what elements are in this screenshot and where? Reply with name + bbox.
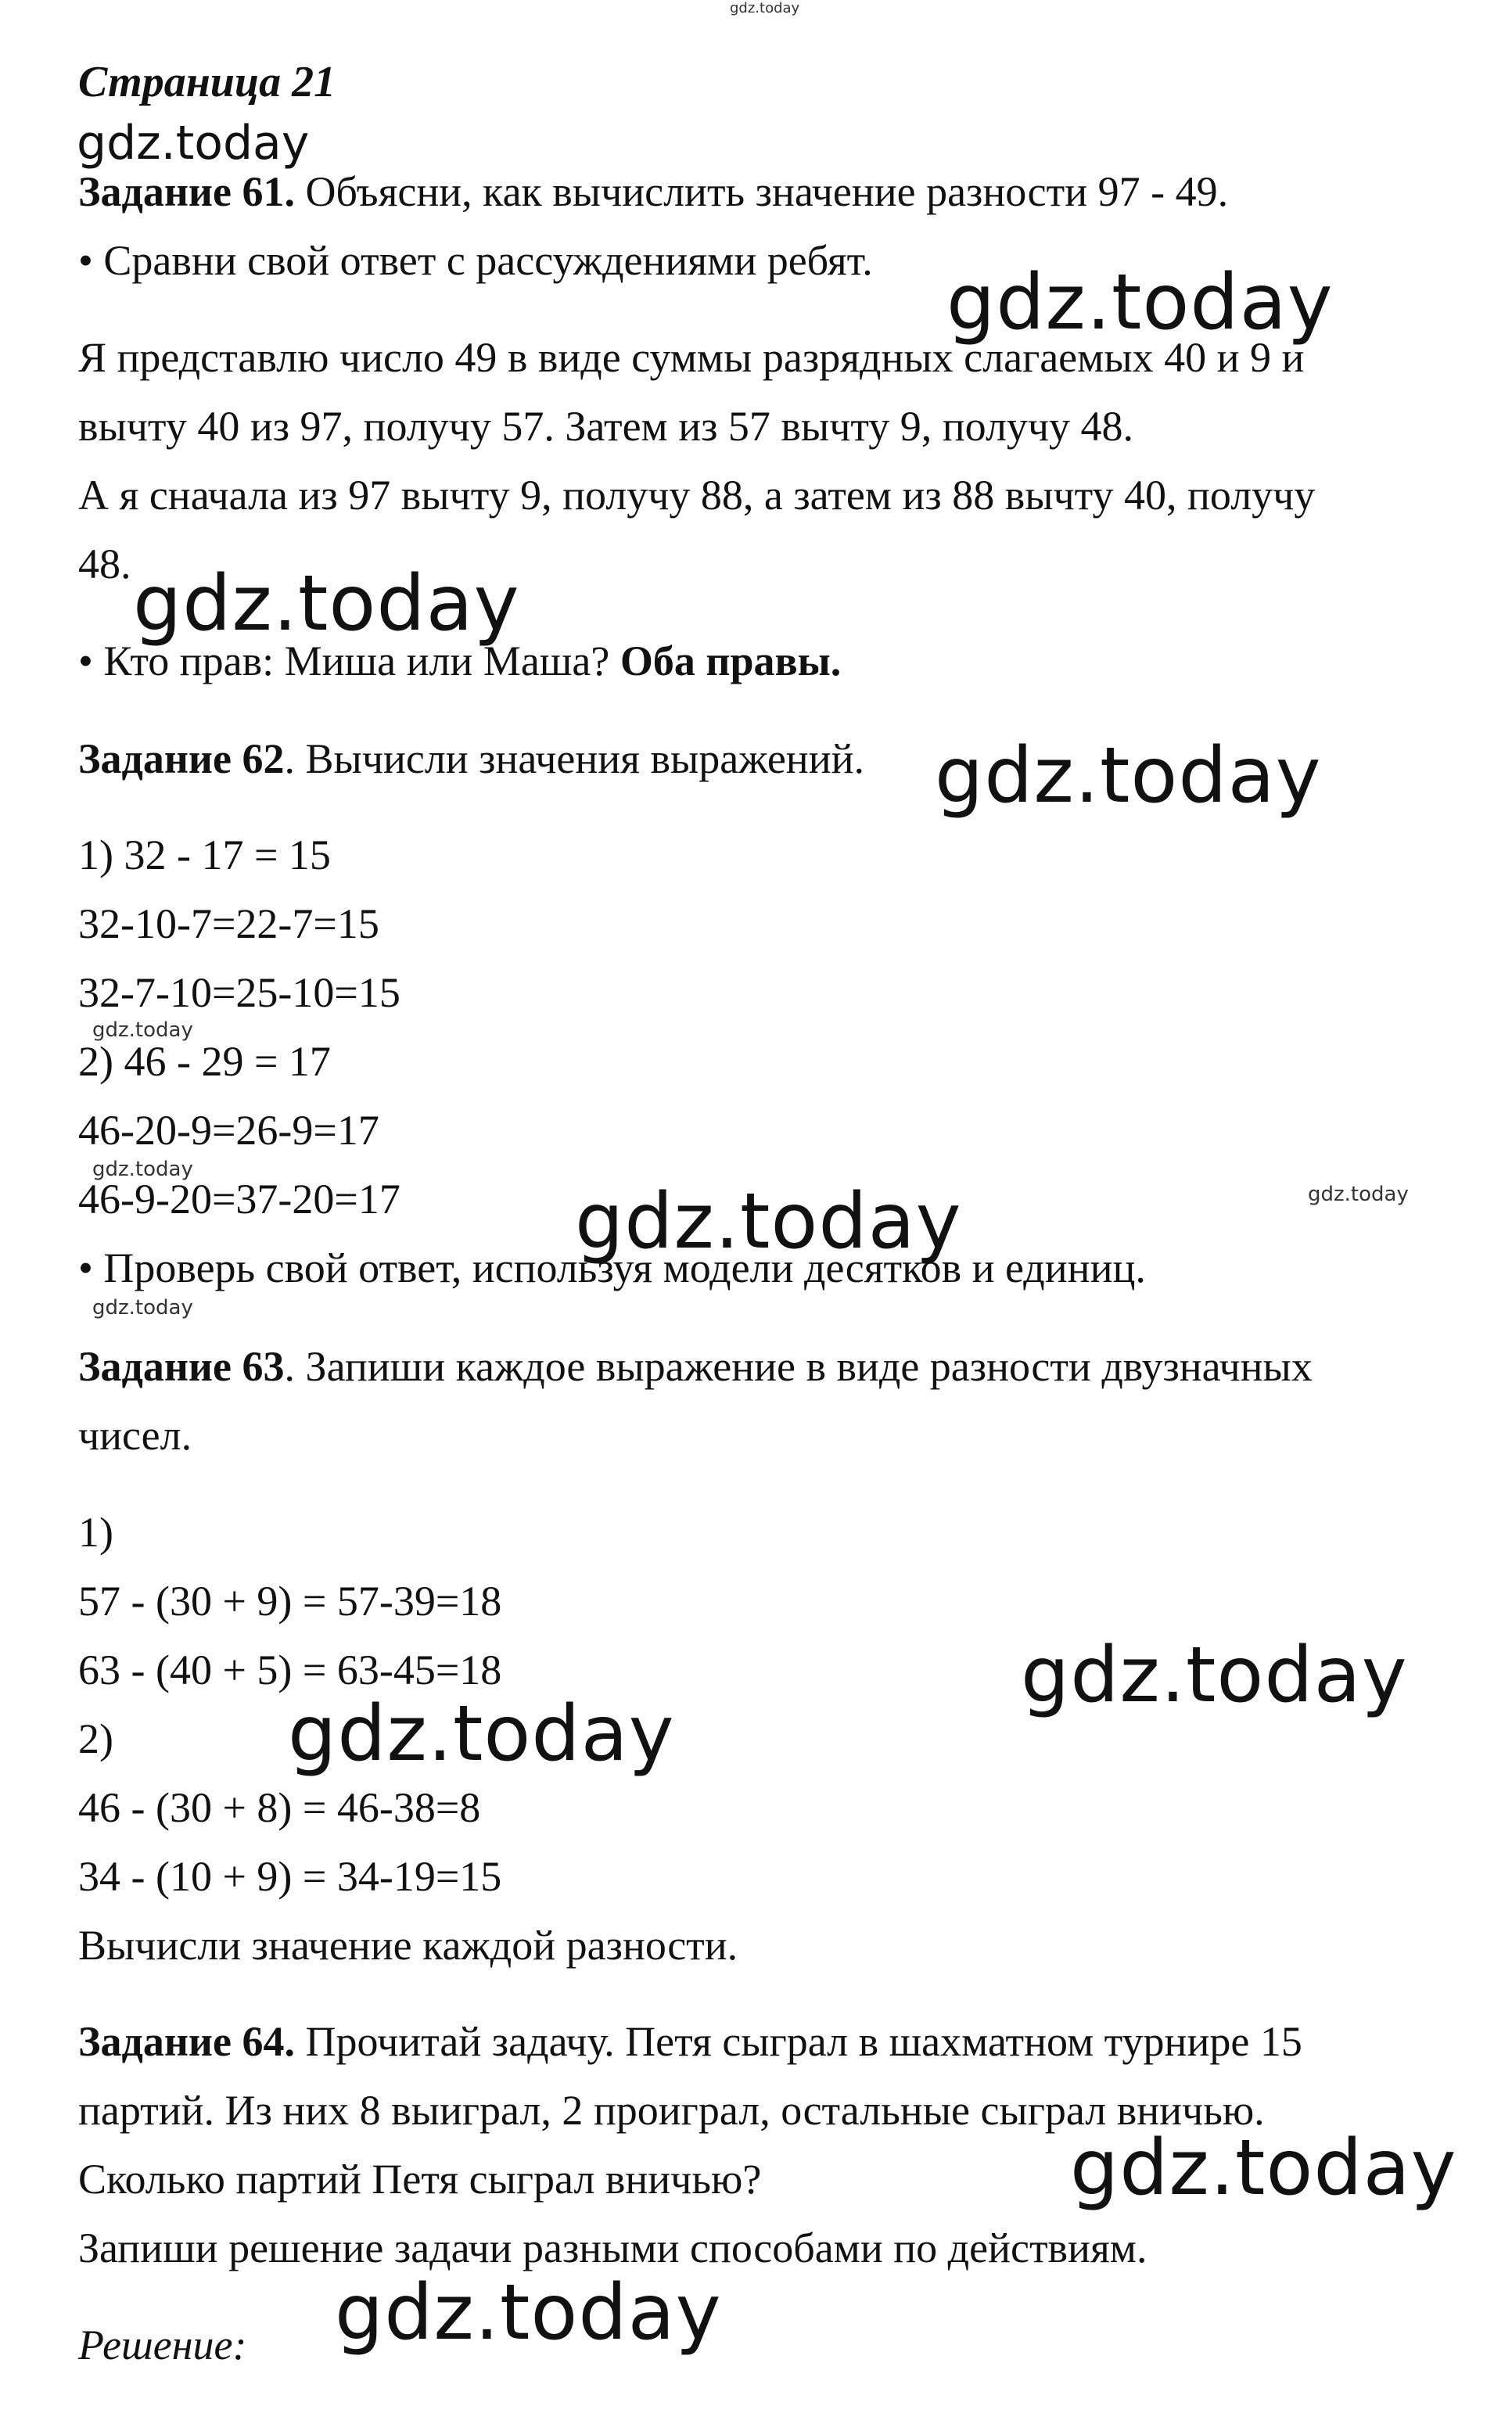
task61-label: Задание 61. bbox=[78, 168, 296, 215]
task63-line: 34 - (10 + 9) = 34-19=15 bbox=[78, 1853, 502, 1900]
watermark-small-1: gdz.today bbox=[92, 1018, 193, 1042]
task63-label: Задание 63 bbox=[78, 1343, 285, 1390]
watermark-2: gdz.today bbox=[133, 559, 520, 648]
watermark-1: gdz.today bbox=[946, 258, 1334, 347]
task61-question bbox=[78, 637, 841, 684]
task62-line: 46-20-9=26-9=17 bbox=[78, 1107, 379, 1154]
task64-text-line3: Сколько партий Петя сыграл вничью? bbox=[78, 2156, 762, 2203]
task62-bullet: • Проверь свой ответ, используя модели десятков и единиц. bbox=[78, 1244, 1146, 1291]
task61-text: Объясни, как вычислить значение разности 97 - 49. bbox=[295, 168, 1229, 215]
task61-answer: Оба правы. bbox=[620, 637, 842, 684]
task64-text: Прочитай задачу. Петя сыграл в шахматном турнире 15 bbox=[295, 2018, 1302, 2065]
task61-para1-line1: Я представлю число 49 в виде суммы разрядных слагаемых 40 и 9 и bbox=[78, 334, 1305, 381]
page-title: Страница 21 bbox=[78, 58, 336, 106]
task61-para2-line1: А я сначала из 97 вычту 9, получу 88, а затем из 88 вычту 40, получу bbox=[78, 472, 1316, 519]
watermark-header: gdz.today bbox=[77, 116, 310, 171]
watermark-top: gdz.today bbox=[730, 0, 800, 16]
task62-text: . Вычисли значения выражений. bbox=[284, 735, 864, 782]
task62-line: 1) 32 - 17 = 15 bbox=[78, 831, 331, 878]
watermark-small-4: gdz.today bbox=[92, 1296, 193, 1320]
watermark-3: gdz.today bbox=[935, 731, 1322, 821]
task62-line: 46-9-20=37-20=17 bbox=[78, 1176, 400, 1223]
task62-line: 32-7-10=25-10=15 bbox=[78, 969, 400, 1016]
task63-line: 57 - (30 + 9) = 57-39=18 bbox=[78, 1578, 502, 1625]
task63-footer: Вычисли значение каждой разности. bbox=[78, 1922, 738, 1969]
task62-label: Задание 62 bbox=[78, 735, 285, 782]
task63-line: 46 - (30 + 8) = 46-38=8 bbox=[78, 1784, 481, 1831]
watermark-5: gdz.today bbox=[1021, 1631, 1408, 1720]
task61-bullet: • Сравни свой ответ с рассуждениями ребят. bbox=[78, 237, 873, 284]
task62-line: 2) 46 - 29 = 17 bbox=[78, 1038, 331, 1085]
task61-heading bbox=[78, 168, 1228, 215]
task64-text-line2: партий. Из них 8 выиграл, 2 проиграл, остальные сыграл вничью. bbox=[78, 2087, 1265, 2134]
task64-text-line4: Запиши решение задачи разными способами по действиям. bbox=[78, 2225, 1147, 2271]
task64-heading bbox=[78, 2018, 1302, 2065]
watermark-4: gdz.today bbox=[575, 1177, 962, 1266]
task61-question-text: • Кто прав: Миша или Маша? bbox=[78, 637, 620, 684]
task62-line: 32-10-7=22-7=15 bbox=[78, 900, 379, 947]
watermark-8: gdz.today bbox=[335, 2268, 722, 2357]
task63-line: 63 - (40 + 5) = 63-45=18 bbox=[78, 1646, 502, 1693]
task63-text: . Запиши каждое выражение в виде разности двузначных bbox=[284, 1343, 1313, 1390]
task61-para2-line2: 48. bbox=[78, 540, 131, 587]
task62-heading bbox=[78, 735, 864, 782]
watermark-small-3: gdz.today bbox=[1308, 1183, 1409, 1206]
task63-line: 1) bbox=[78, 1509, 113, 1556]
task63-line: 2) bbox=[78, 1715, 113, 1762]
task63-text-line2: чисел. bbox=[78, 1412, 192, 1459]
task61-para1-line2: вычту 40 из 97, получу 57. Затем из 57 вычту 9, получу 48. bbox=[78, 403, 1134, 450]
watermark-small-2: gdz.today bbox=[92, 1158, 193, 1181]
task63-heading bbox=[78, 1343, 1313, 1390]
solution-label: Решение: bbox=[78, 2321, 247, 2368]
watermark-6: gdz.today bbox=[288, 1689, 675, 1779]
watermark-7: gdz.today bbox=[1070, 2124, 1457, 2213]
task64-label: Задание 64. bbox=[78, 2018, 296, 2065]
